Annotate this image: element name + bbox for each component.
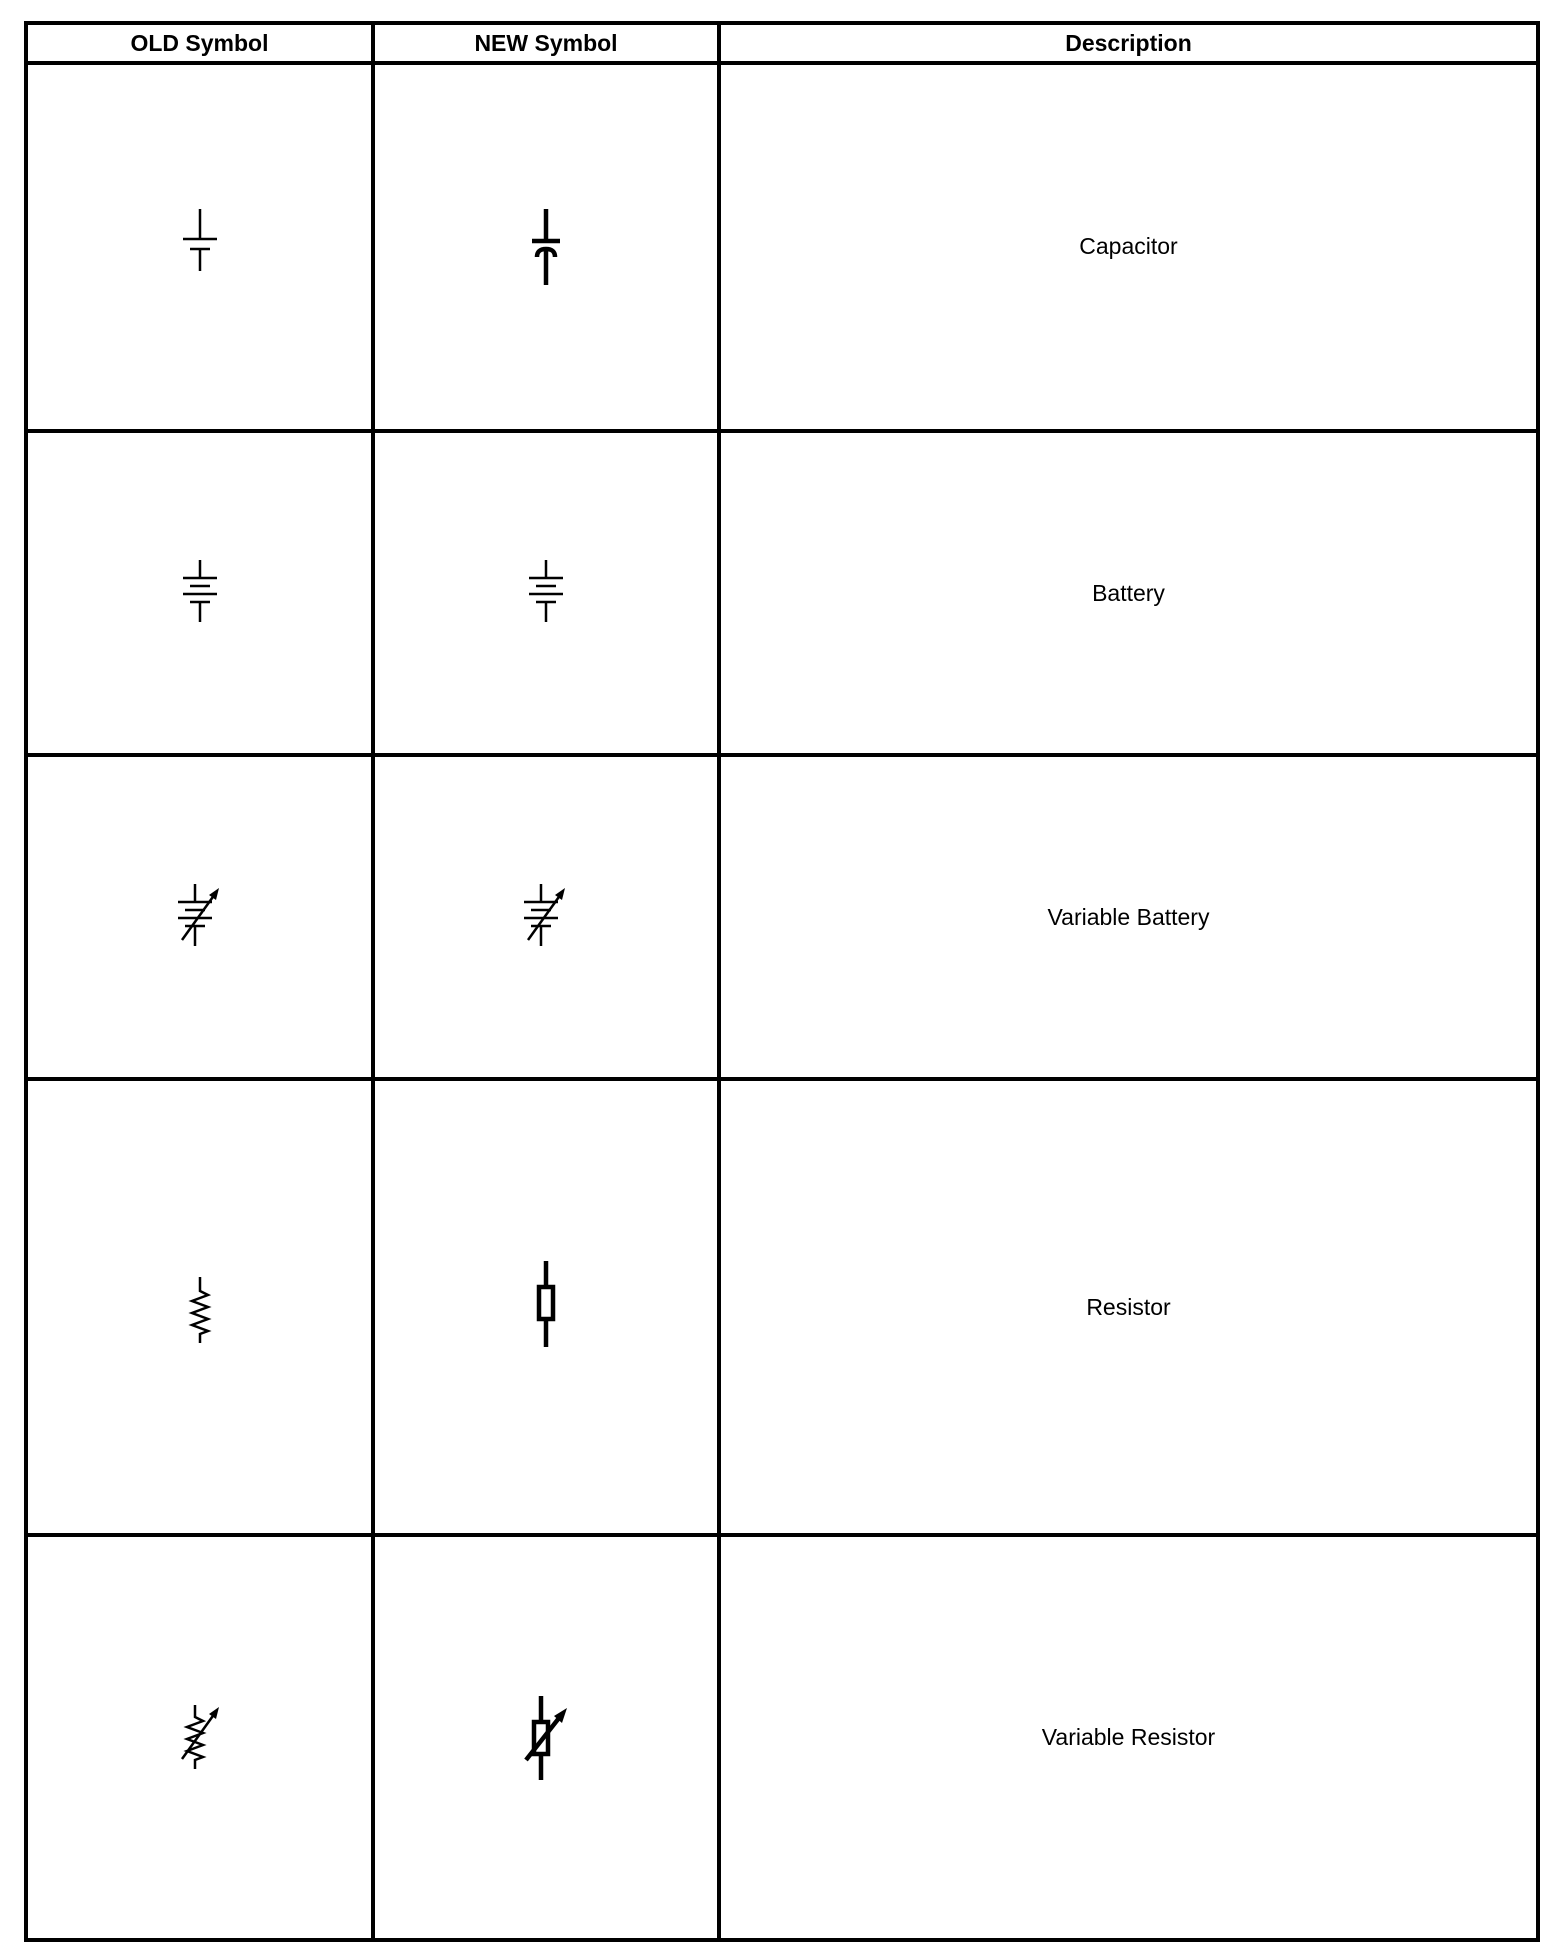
table-row xyxy=(28,431,1536,755)
variable-resistor-new-icon xyxy=(511,1692,581,1782)
new-symbol-cell xyxy=(373,1079,719,1535)
old-symbol-cell xyxy=(28,431,373,755)
header-old-symbol: OLD Symbol xyxy=(28,25,373,63)
table-row xyxy=(28,1535,1536,1938)
resistor-old-icon xyxy=(170,1267,230,1347)
variable-resistor-old-icon xyxy=(165,1697,235,1777)
symbol-table xyxy=(28,25,1536,1938)
header-description: Description xyxy=(719,25,1536,63)
old-symbol-cell xyxy=(28,755,373,1079)
battery-old-icon xyxy=(170,558,230,628)
table-row xyxy=(28,755,1536,1079)
description-cell: Variable Battery xyxy=(719,755,1536,1079)
description-cell: Variable Resistor xyxy=(719,1535,1536,1938)
battery-new-icon xyxy=(516,558,576,628)
resistor-new-icon xyxy=(516,1257,576,1357)
old-symbol-cell xyxy=(28,1079,373,1535)
table-row xyxy=(28,1079,1536,1535)
new-symbol-cell xyxy=(373,1535,719,1938)
variable-battery-new-icon xyxy=(511,882,581,952)
header-row xyxy=(28,25,1536,63)
description-cell: Resistor xyxy=(719,1079,1536,1535)
description-cell: Battery xyxy=(719,431,1536,755)
old-symbol-cell xyxy=(28,1535,373,1938)
new-symbol-cell xyxy=(373,755,719,1079)
description-cell: Capacitor xyxy=(719,63,1536,431)
new-symbol-cell xyxy=(373,63,719,431)
capacitor-new-icon xyxy=(516,207,576,287)
header-new-symbol: NEW Symbol xyxy=(373,25,719,63)
table-row xyxy=(28,63,1536,431)
old-symbol-cell xyxy=(28,63,373,431)
variable-battery-old-icon xyxy=(165,882,235,952)
new-symbol-cell xyxy=(373,431,719,755)
capacitor-old-icon xyxy=(170,207,230,287)
symbol-comparison-sheet xyxy=(24,21,1540,1942)
